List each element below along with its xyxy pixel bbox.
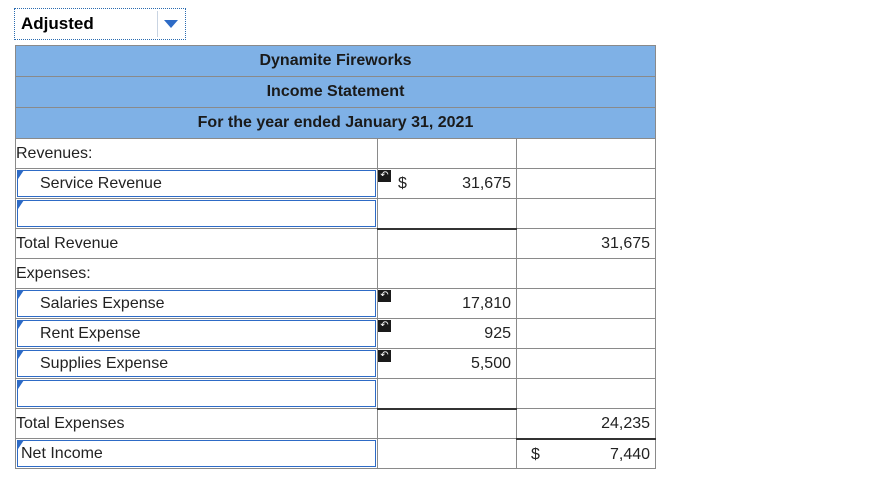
- revenue-account-cell: [16, 169, 378, 199]
- expense-amount-cell[interactable]: ↶ 17,810: [378, 289, 517, 319]
- expense-account-select-2[interactable]: Rent Expense: [17, 320, 376, 347]
- statement-period: For the year ended January 31, 2021: [16, 108, 656, 139]
- expense-account-select-1[interactable]: Salaries Expense: [17, 290, 376, 317]
- currency-symbol: $: [531, 445, 540, 463]
- flag-icon: [18, 380, 24, 389]
- undo-arrow-icon: ↶: [378, 320, 391, 332]
- currency-symbol: $: [398, 175, 407, 192]
- flag-icon: [18, 320, 24, 329]
- expense-account-select-3[interactable]: Supplies Expense: [17, 350, 376, 377]
- total-expenses-cell[interactable]: [517, 409, 656, 439]
- chevron-down-icon[interactable]: [157, 11, 183, 37]
- total-expenses-amount: 24,235: [601, 415, 651, 432]
- net-income-amount: 7,440: [609, 445, 651, 463]
- net-income-label-select[interactable]: Net Income: [17, 440, 376, 467]
- revenue-account-select-1[interactable]: Service Revenue: [17, 170, 376, 197]
- company-name: Dynamite Fireworks: [16, 46, 656, 77]
- total-revenue-amount: 31,675: [601, 235, 651, 252]
- undo-arrow-icon: ↶: [378, 170, 391, 182]
- expense-account-select-4[interactable]: [17, 380, 376, 407]
- revenue-amount-cell[interactable]: [378, 169, 517, 199]
- income-statement-table: [15, 45, 656, 469]
- statement-type-dropdown[interactable]: [14, 8, 186, 40]
- undo-arrow-icon: ↶: [378, 290, 391, 302]
- total-revenue-label: Total Revenue: [16, 229, 378, 259]
- net-income-cell[interactable]: [517, 439, 656, 469]
- amount: 31,675: [462, 175, 511, 192]
- undo-arrow-icon: ↶: [378, 350, 391, 362]
- expense-amount-cell[interactable]: ↶ 925: [378, 319, 517, 349]
- revenues-label: Revenues:: [16, 139, 378, 169]
- flag-icon: [18, 350, 24, 359]
- total-expenses-label: Total Expenses: [16, 409, 378, 439]
- revenue-account-select-2[interactable]: [17, 200, 376, 227]
- revenue-account-cell: [16, 199, 378, 229]
- flag-icon: [18, 200, 24, 209]
- expense-amount-cell[interactable]: [378, 379, 517, 409]
- expense-amount-cell[interactable]: ↶ 5,500: [378, 349, 517, 379]
- statement-title: Income Statement: [16, 77, 656, 108]
- flag-icon: [18, 170, 24, 179]
- total-revenue-cell[interactable]: [517, 229, 656, 259]
- expenses-label: Expenses:: [16, 259, 378, 289]
- flag-icon: [18, 290, 24, 299]
- flag-icon: [18, 440, 24, 449]
- revenue-amount-cell[interactable]: [378, 199, 517, 229]
- dropdown-value: Adjusted: [21, 14, 94, 33]
